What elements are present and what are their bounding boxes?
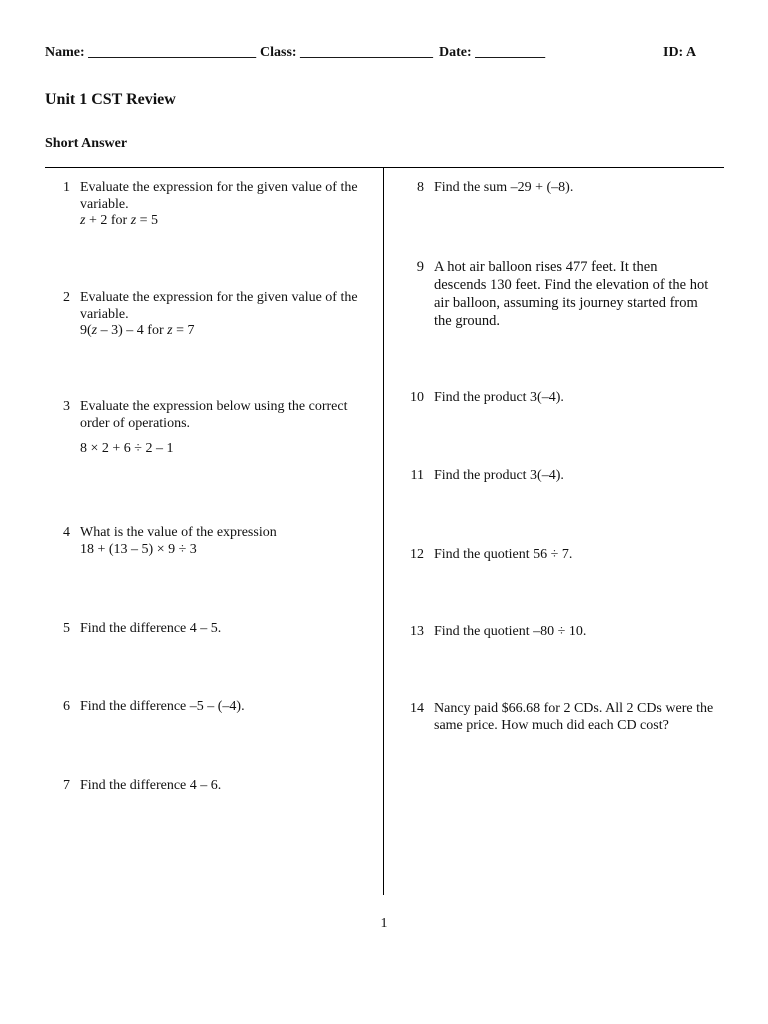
question-text: Find the product 3(–4). [434,390,564,405]
question-text: descends 130 feet. Find the elevation of the hot [434,277,709,293]
question-number: 3 [63,399,70,414]
question-text: Find the difference 4 – 5. [80,621,222,636]
question-text: Find the quotient –80 ÷ 10. [434,624,587,639]
question-text: Nancy paid $66.68 for 2 CDs. All 2 CDs were the [434,701,714,716]
question-text: Find the difference –5 – (–4). [80,699,245,714]
question-expression: 18 + (13 – 5) × 9 ÷ 3 [80,541,197,557]
question-text: variable. [80,196,129,212]
page-title: Unit 1 CST Review [45,91,176,108]
question-text: Find the difference 4 – 6. [80,778,222,793]
question-expression: z + 2 for z = 5 [80,213,159,228]
class-field[interactable]: Class: ___________________ [260,45,434,60]
question-number: 12 [410,547,424,562]
name-field[interactable]: Name: ________________________ [45,45,257,60]
question-text: Evaluate the expression for the given value of the [80,180,358,195]
question-text: What is the value of the expression [80,525,277,540]
column-divider [383,168,384,895]
date-field[interactable]: Date: __________ [439,45,546,60]
question-number: 2 [63,290,70,305]
question-number: 5 [63,621,70,636]
id-label: ID: A [663,45,697,60]
header-row [45,45,705,65]
question-number: 8 [417,180,424,195]
question-expression: 8 × 2 + 6 ÷ 2 – 1 [80,441,174,456]
question-number: 10 [410,390,424,405]
question-text: the ground. [434,313,501,329]
question-text: variable. [80,306,129,322]
question-number: 7 [63,778,70,793]
question-text: Find the quotient 56 ÷ 7. [434,547,573,562]
horizontal-rule [45,167,724,168]
question-number: 14 [410,701,424,716]
question-number: 11 [410,468,424,483]
question-number: 9 [416,259,424,275]
question-number: 4 [63,525,70,540]
question-text: air balloon, assuming its journey started from [434,295,698,311]
question-text: Find the sum –29 + (–8). [434,180,574,195]
question-text: Evaluate the expression for the given value of the [80,290,358,305]
question-number: 1 [63,180,70,195]
question-number: 13 [410,624,424,639]
question-text: Evaluate the expression below using the correct [80,399,348,414]
page-number: 1 [380,916,388,931]
question-expression: 9(z – 3) – 4 for z = 7 [80,323,195,338]
question-text: Find the product 3(–4). [434,468,564,483]
section-heading: Short Answer [45,136,128,151]
question-text: order of operations. [80,415,191,431]
question-number: 6 [63,699,70,714]
question-text: A hot air balloon rises 477 feet. It then [434,259,658,275]
question-text: same price. How much did each CD cost? [434,717,669,733]
